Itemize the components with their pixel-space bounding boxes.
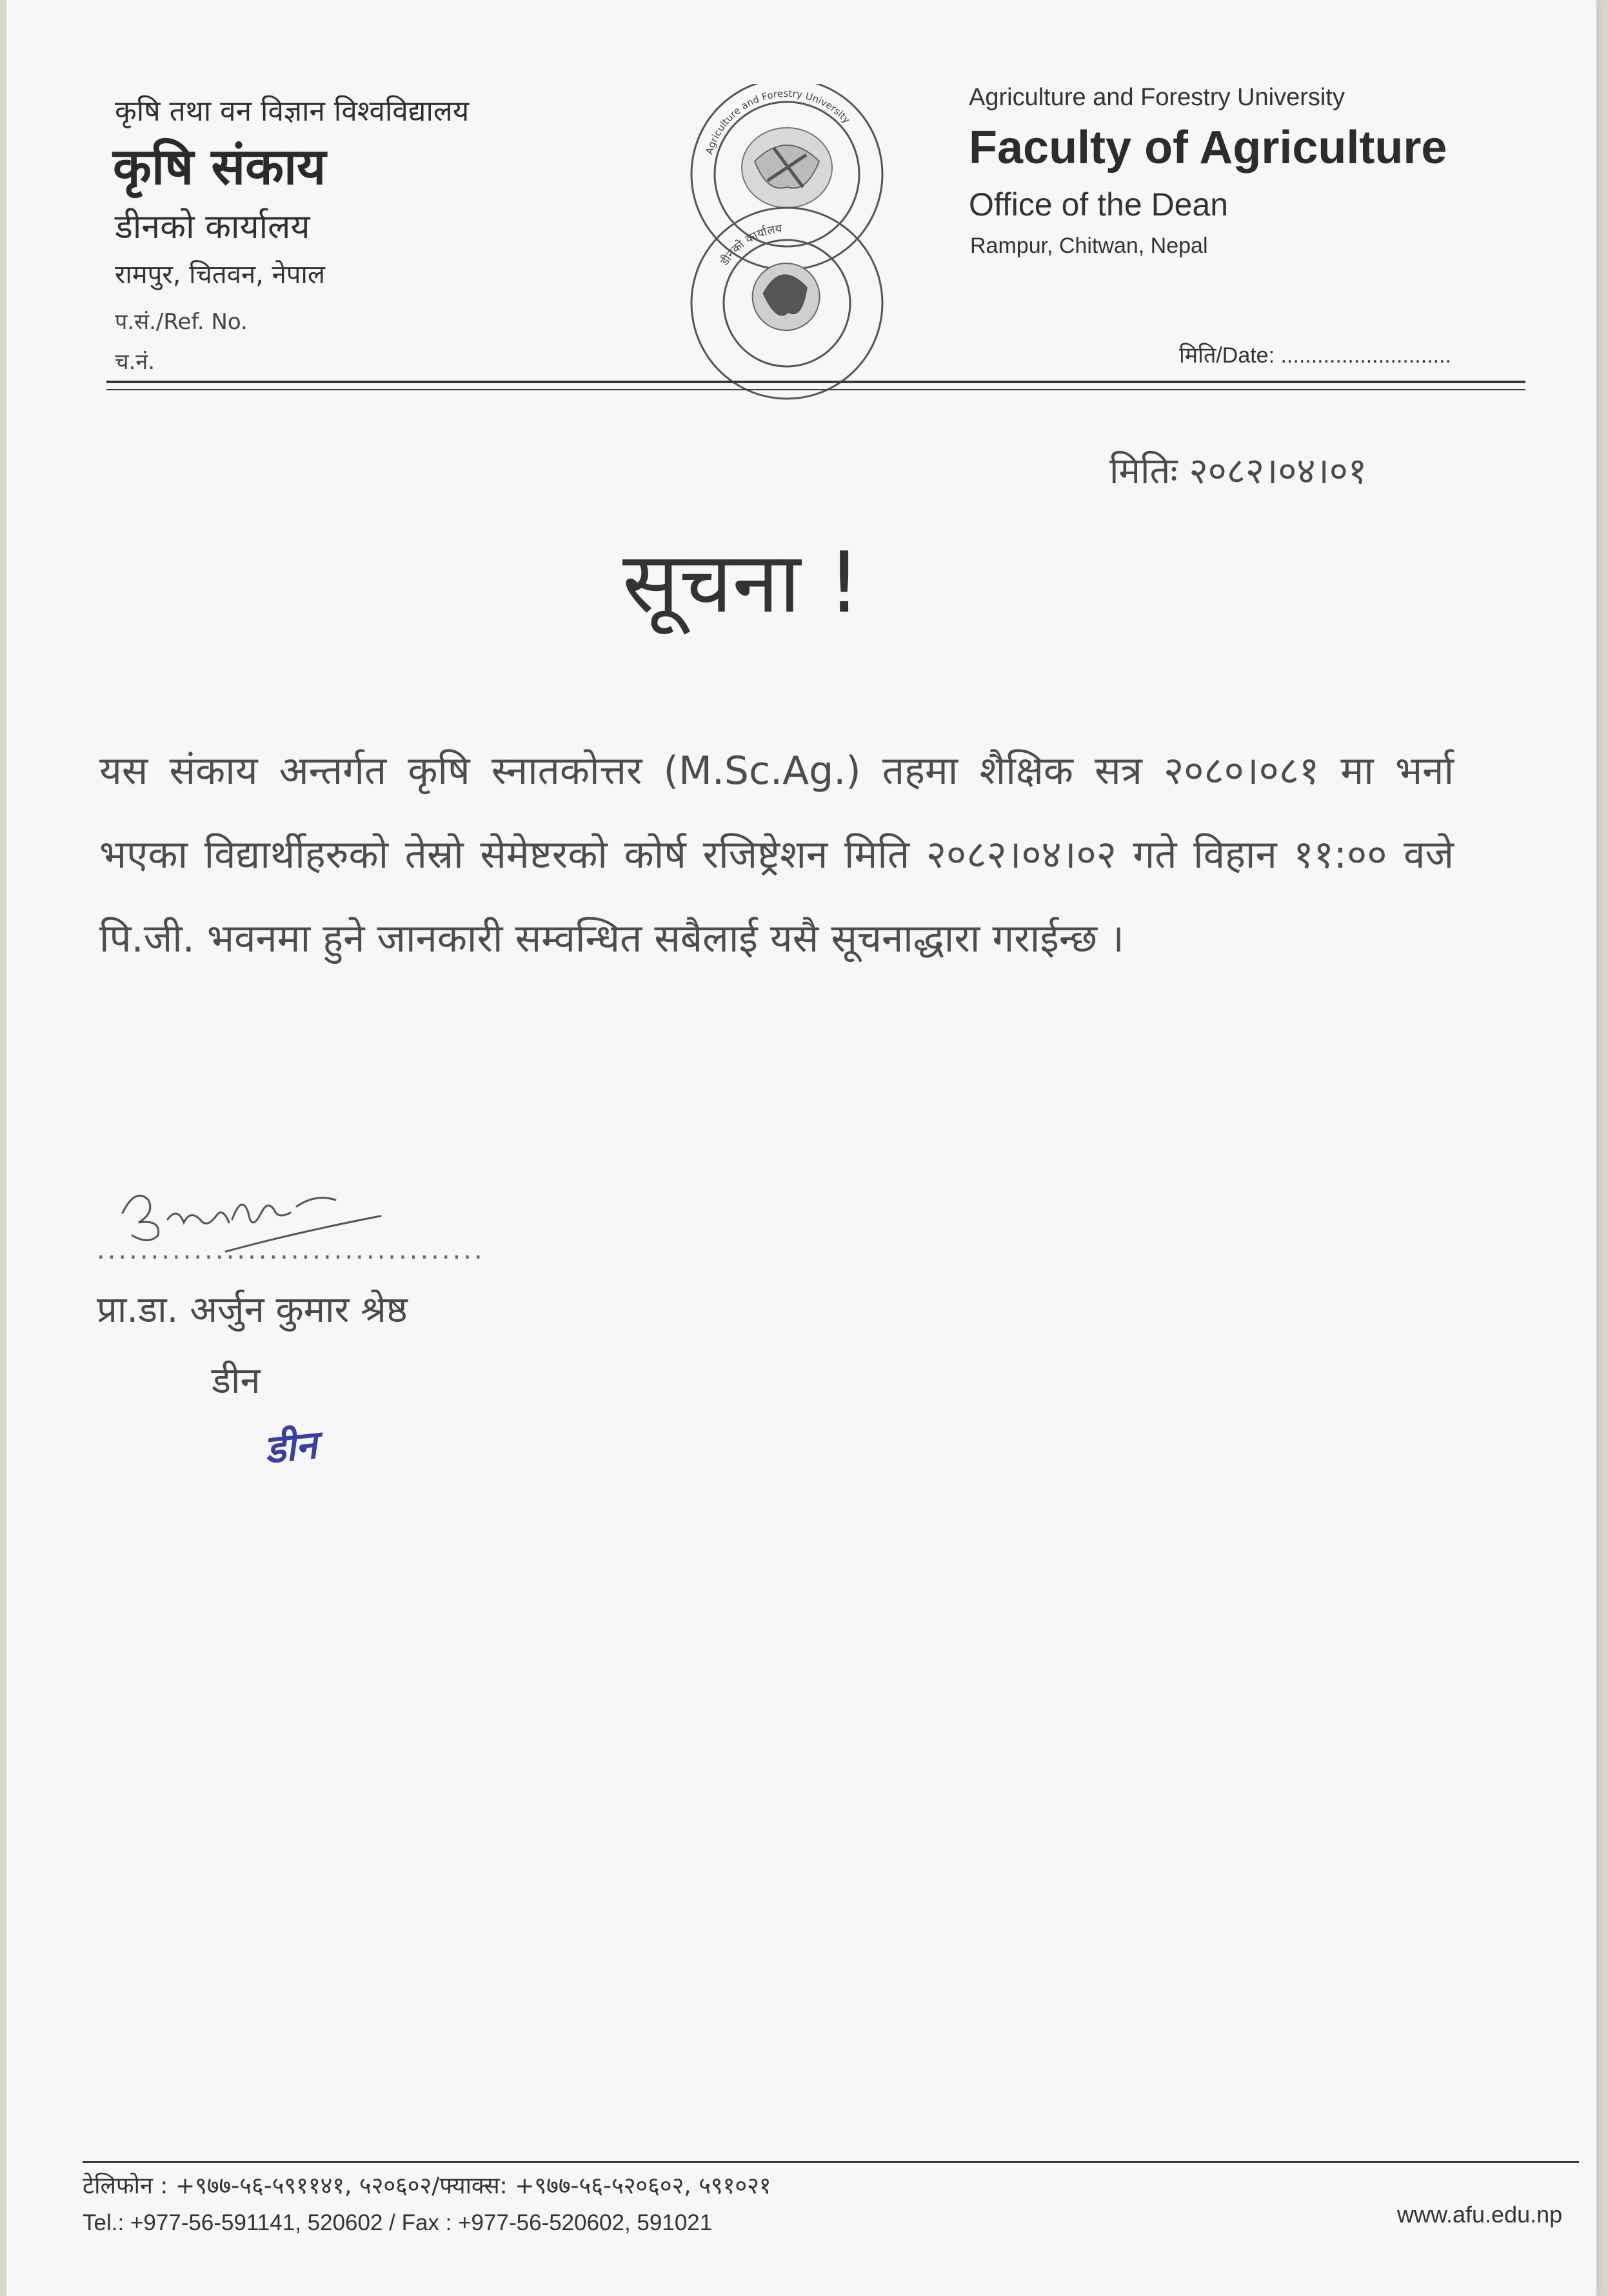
date-field-label: मिति/Date: ............................ <box>1179 343 1451 368</box>
footer-website: www.afu.edu.np <box>1397 2201 1563 2228</box>
en-address: Rampur, Chitwan, Nepal <box>970 234 1208 258</box>
en-faculty-name: Faculty of Agriculture <box>969 122 1447 174</box>
stamp-ring-text: डीनको कार्यालय <box>718 222 783 268</box>
notice-date: मितिः २०८२।०४।०१ <box>1109 450 1367 492</box>
notice-body: यस संकाय अन्तर्गत कृषि स्नातकोत्तर (M.Sc.Ag.) तहमा शैक्षिक सत्र २०८०।०८१ मा भर्ना भएका विद्यार्थीहरुको तेस्रो सेमेष्टरको कोर्ष रजिष्ट्रेशन मिति २०८२।०४।०२ गते विहान ११:०० वजे पि.जी. भवनमा हुने जानकारी सम्वन्धित सबैलाई यसै सूचनाद्धारा गराईन्छ । <box>99 748 1454 961</box>
footer-contact-english: Tel.: +977-56-591141, 520602 / Fax : +977-56-520602, 591021 <box>83 2210 713 2235</box>
np-university-name: कृषि तथा वन विज्ञान विश्वविद्यालय <box>115 95 470 128</box>
signer-name: प्रा.डा. अर्जुन कुमार श्रेष्ठ <box>97 1289 408 1331</box>
seal-emblem-icon <box>677 84 897 452</box>
footer-contact-nepali: टेलिफोन : +९७७-५६-५९११४१, ५२०६०२/फ्याक्स: +९७७-५६-५२०६०२, ५९१०२१ <box>83 2173 771 2199</box>
notice-title: सूचना ! <box>622 534 861 632</box>
university-seal <box>677 84 897 452</box>
header-divider <box>106 381 1525 383</box>
ch-no-label: च.नं. <box>115 349 155 375</box>
signature-dotted-line: .................................... <box>97 1235 485 1265</box>
np-office-name: डीनको कार्यालय <box>115 208 310 246</box>
document-page <box>6 0 1596 2296</box>
en-university-name: Agriculture and Forestry University <box>969 84 1345 111</box>
signer-designation: डीन <box>212 1360 261 1402</box>
header-divider-thin <box>106 389 1525 390</box>
en-office-name: Office of the Dean <box>969 186 1229 223</box>
dean-stamp: डीन <box>262 1422 319 1473</box>
np-address: रामपुर, चितवन, नेपाल <box>115 260 325 290</box>
np-faculty-name: कृषि संकाय <box>113 138 326 196</box>
seal-ring-text: Agriculture and Forestry University <box>703 87 853 156</box>
footer-divider <box>83 2161 1579 2163</box>
ref-no-label: प.सं./Ref. No. <box>115 309 248 335</box>
